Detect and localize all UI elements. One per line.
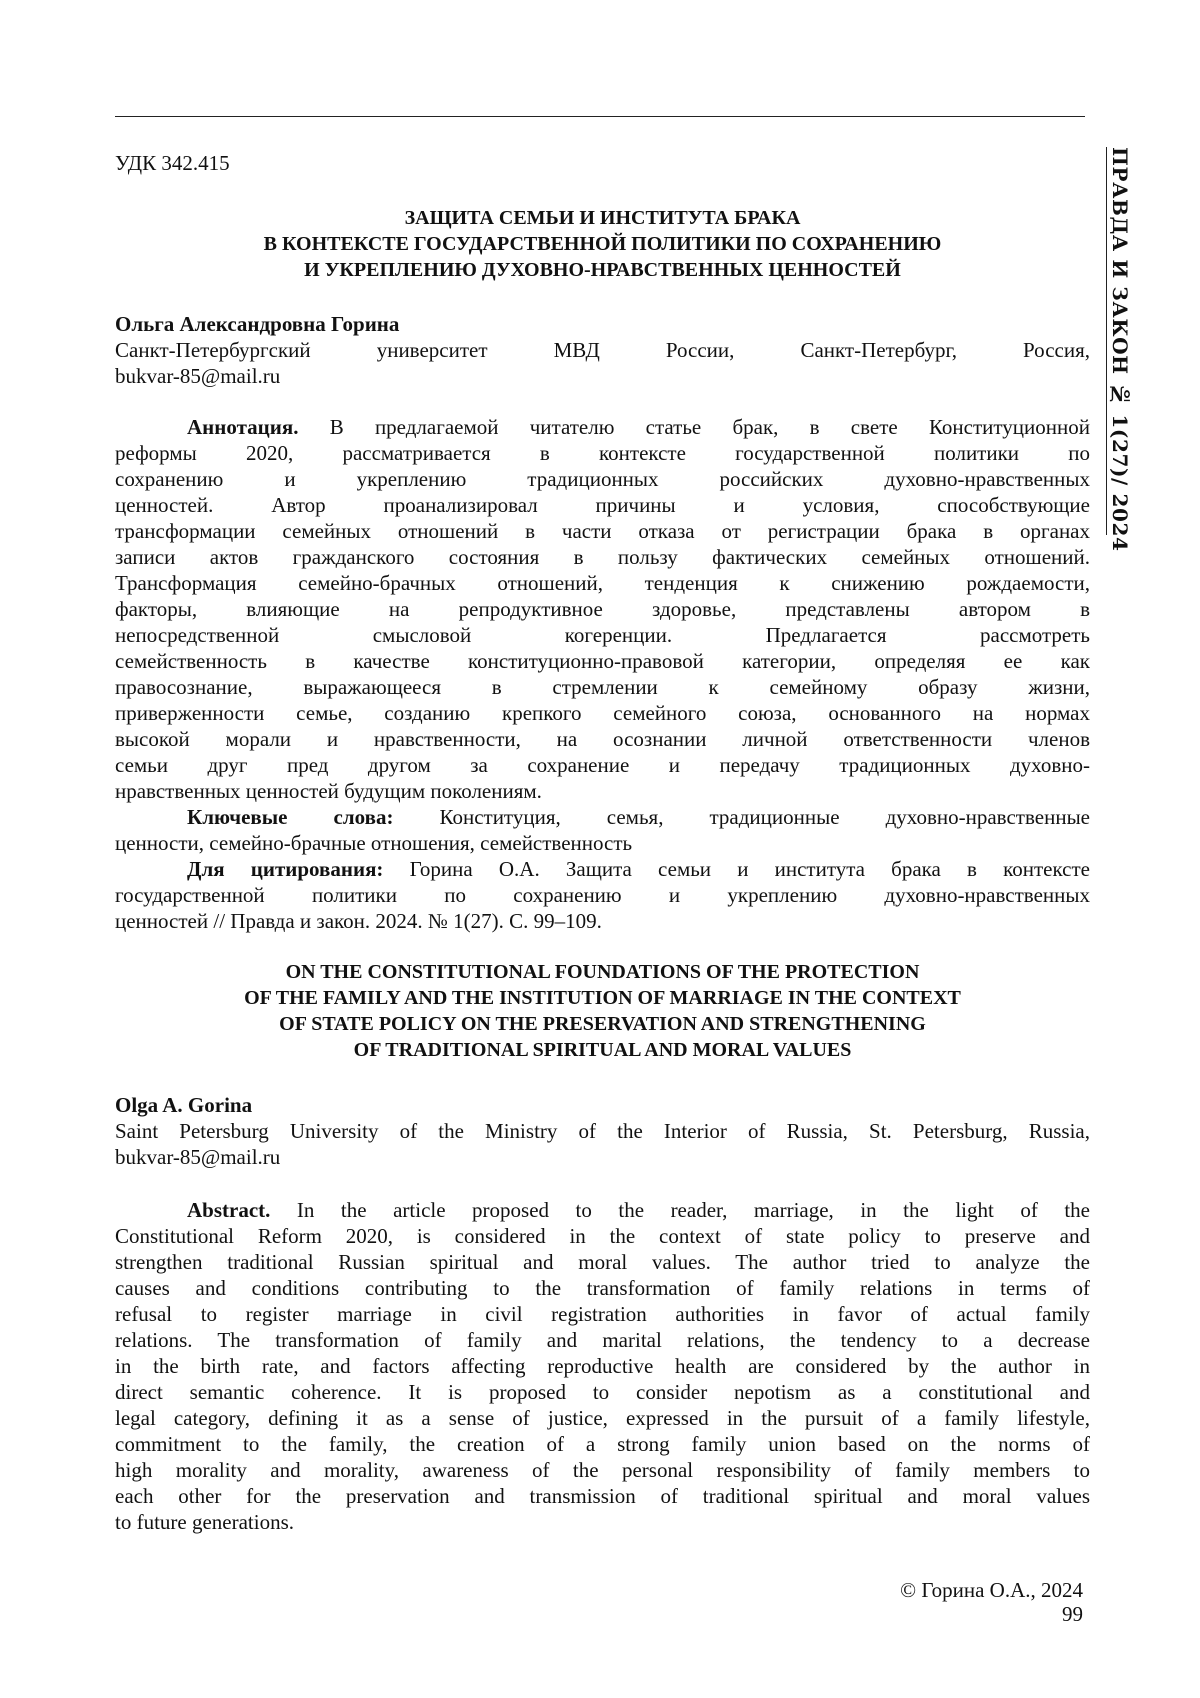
en-affiliation: Saint Petersburg University of the Ministry of the Interior of Russia, St. Petersburg, Russia, <box>115 1118 1090 1144</box>
text-line: commitment to the family, the creation of a strong family union based on the norms of <box>115 1431 1090 1457</box>
text-line: семейственность в качестве конституционно-правовой категории, определяя ее как <box>115 648 1090 674</box>
text-line: each other for the preservation and transmission of traditional spiritual and moral values <box>115 1483 1090 1509</box>
text-line: Трансформация семейно-брачных отношений, тенденция к снижению рождаемости, <box>115 570 1090 596</box>
text-line: трансформации семейных отношений в части отказа от регистрации брака в органах <box>115 518 1090 544</box>
ru-title-line: В КОНТЕКСТЕ ГОСУДАРСТВЕННОЙ ПОЛИТИКИ ПО СОХРАНЕНИЮ <box>115 231 1090 257</box>
text-line: ценностей // Правда и закон. 2024. № 1(27). С. 99–109. <box>115 908 1090 934</box>
text-line: refusal to register marriage in civil registration authorities in favor of actual family <box>115 1301 1090 1327</box>
en-email[interactable]: bukvar-85@mail.ru <box>115 1144 1090 1170</box>
page-number: 99 <box>1062 1602 1083 1626</box>
en-author-block <box>115 1092 1090 1170</box>
ru-author-block <box>115 311 1090 389</box>
paragraph-label: Аннотация. <box>187 415 298 439</box>
ru-title <box>115 205 1090 283</box>
text-line: записи актов гражданского состояния в пользу фактических семейных отношений. <box>115 544 1090 570</box>
en-title-line: OF TRADITIONAL SPIRITUAL AND MORAL VALUES <box>115 1037 1090 1063</box>
en-title-line: OF THE FAMILY AND THE INSTITUTION OF MARRIAGE IN THE CONTEXT <box>115 985 1090 1011</box>
text-line: высокой морали и нравственности, на осознании личной ответственности членов <box>115 726 1090 752</box>
text-line: факторы, влияющие на репродуктивное здоровье, представлены автором в <box>115 596 1090 622</box>
text-line: ценностей. Автор проанализировал причины и условия, способствующие <box>115 492 1090 518</box>
ru-title-line: ЗАЩИТА СЕМЬИ И ИНСТИТУТА БРАКА <box>115 205 1090 231</box>
text-line: in the birth rate, and factors affecting reproductive health are considered by the author in <box>115 1353 1090 1379</box>
en-abstract <box>115 1197 1090 1535</box>
en-title-line: ON THE CONSTITUTIONAL FOUNDATIONS OF THE PROTECTION <box>115 959 1090 985</box>
ru-title-line: И УКРЕПЛЕНИЮ ДУХОВНО-НРАВСТВЕННЫХ ЦЕННОСТЕЙ <box>115 257 1090 283</box>
en-author-name: Olga A. Gorina <box>115 1092 1090 1118</box>
ru-author-name: Ольга Александровна Горина <box>115 311 1090 337</box>
paragraph-text: В предлагаемой читателю статье брак, в свете Конституционной <box>298 415 1090 439</box>
text-line: правосознание, выражающееся в стремлении к семейному образу жизни, <box>115 674 1090 700</box>
text-line <box>115 856 1090 882</box>
paragraph-text: Конституция, семья, традиционные духовно-нравственные <box>393 805 1090 829</box>
paragraph-text: In the article proposed to the reader, marriage, in the light of the <box>270 1198 1090 1222</box>
text-line: реформы 2020, рассматривается в контексте государственной политики по <box>115 440 1090 466</box>
text-line: strengthen traditional Russian spiritual and moral values. The author tried to analyze the <box>115 1249 1090 1275</box>
paragraph-label: Ключевые слова: <box>187 805 393 829</box>
ru-email[interactable]: bukvar-85@mail.ru <box>115 363 1090 389</box>
paragraph-text: Горина О.А. Защита семьи и института брака в контексте <box>383 857 1090 881</box>
ru-abstract <box>115 414 1090 934</box>
text-line <box>115 414 1090 440</box>
text-line: Constitutional Reform 2020, is considered in the context of state policy to preserve and <box>115 1223 1090 1249</box>
text-line: legal category, defining it as a sense of justice, expressed in the pursuit of a family lifestyle, <box>115 1405 1090 1431</box>
en-title-line: OF STATE POLICY ON THE PRESERVATION AND STRENGTHENING <box>115 1011 1090 1037</box>
text-line: causes and conditions contributing to the transformation of family relations in terms of <box>115 1275 1090 1301</box>
header-rule <box>115 116 1085 117</box>
udc-code: УДК 342.415 <box>115 150 1090 176</box>
text-line <box>115 804 1090 830</box>
paragraph-label: Abstract. <box>187 1198 270 1222</box>
text-line: сохранению и укреплению традиционных российских духовно-нравственных <box>115 466 1090 492</box>
text-line: direct semantic coherence. It is proposed to consider nepotism as a constitutional and <box>115 1379 1090 1405</box>
text-line: relations. The transformation of family and marital relations, the tendency to a decrease <box>115 1327 1090 1353</box>
text-line: приверженности семье, созданию крепкого семейного союза, основанного на нормах <box>115 700 1090 726</box>
en-title <box>115 959 1090 1063</box>
text-line: нравственных ценностей будущим поколениям. <box>115 778 1090 804</box>
text-line: ценности, семейно-брачные отношения, семейственность <box>115 830 1090 856</box>
text-line: семьи друг пред другом за сохранение и передачу традиционных духовно- <box>115 752 1090 778</box>
ru-affiliation: Санкт-Петербургский университет МВД России, Санкт-Петербург, Россия, <box>115 337 1090 363</box>
text-line <box>115 1197 1090 1223</box>
journal-sidebar-title: ПРАВДА И ЗАКОН № 1(27)/ 2024 <box>1106 147 1132 535</box>
text-line: непосредственной смысловой когеренции. Предлагается рассмотреть <box>115 622 1090 648</box>
text-line: high morality and morality, awareness of the personal responsibility of family members to <box>115 1457 1090 1483</box>
copyright: © Горина О.А., 2024 <box>900 1578 1083 1602</box>
text-line: to future generations. <box>115 1509 1090 1535</box>
paragraph-label: Для цитирования: <box>187 857 383 881</box>
text-line: государственной политики по сохранению и укреплению духовно-нравственных <box>115 882 1090 908</box>
